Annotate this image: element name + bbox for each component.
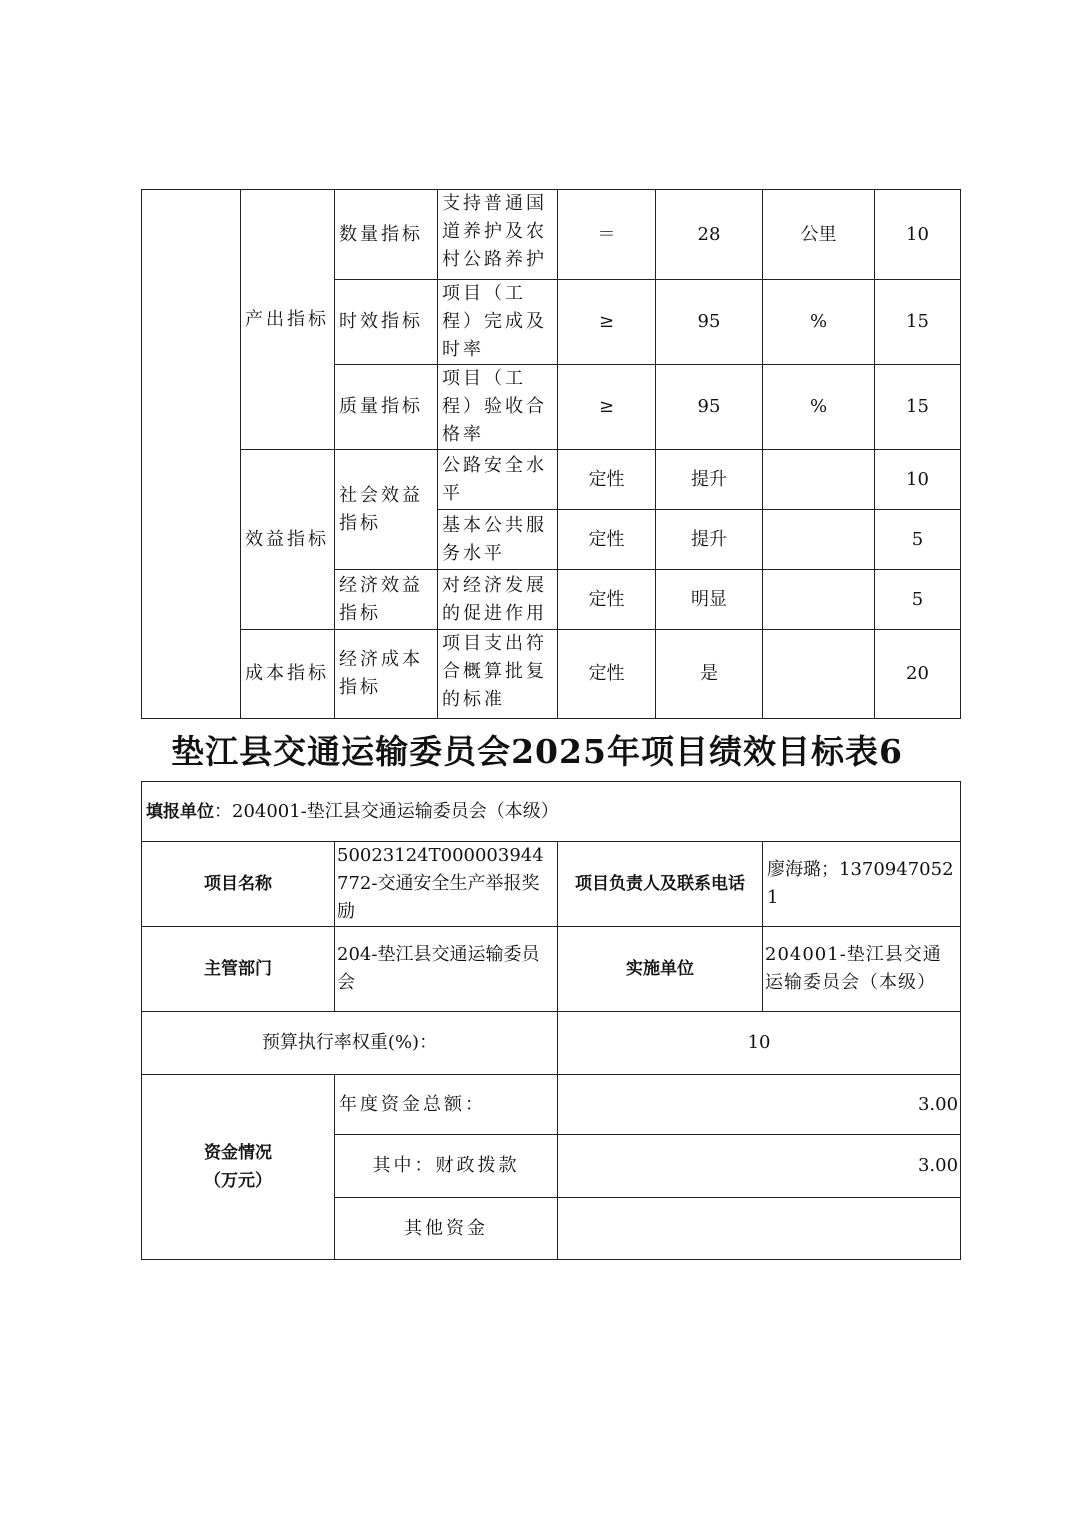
budget-rate-label: 预算执行率权重(%)： (142, 1012, 558, 1075)
unit-cell: % (763, 280, 875, 365)
value-cell: 95 (656, 280, 763, 365)
value-cell: 提升 (656, 450, 763, 510)
fund-label-line2: （万元） (204, 1171, 272, 1191)
weight-cell: 5 (875, 510, 961, 570)
value-cell: 提升 (656, 510, 763, 570)
level3-cell: 经济成本指标 (335, 630, 438, 719)
level2-cell: 成本指标 (241, 630, 335, 719)
unit-cell (763, 630, 875, 719)
operator-cell: ≥ (558, 365, 656, 450)
performance-indicator-table (141, 189, 961, 719)
budget-rate-value: 10 (558, 1012, 961, 1075)
operator-cell: 定性 (558, 510, 656, 570)
project-name-label: 项目名称 (142, 842, 335, 927)
unit-cell: % (763, 365, 875, 450)
level3-cell: 质量指标 (335, 365, 438, 450)
table-row (142, 782, 961, 842)
dept-value: 204-垫江县交通运输委员会 (335, 927, 558, 1012)
level1-cell (142, 190, 241, 719)
level2-cell: 效益指标 (241, 450, 335, 630)
dept-label: 主管部门 (142, 927, 335, 1012)
fiscal-value: 3.00 (558, 1135, 961, 1198)
level3-cell: 数量指标 (335, 190, 438, 280)
reporting-unit-label: 填报单位 (146, 801, 214, 822)
indicator-cell: 项目（工程）完成及时率 (438, 280, 558, 365)
unit-cell (763, 570, 875, 630)
table-row (142, 842, 961, 927)
value-cell: 95 (656, 365, 763, 450)
leader-label: 项目负责人及联系电话 (558, 842, 763, 927)
section-title: 垫江县交通运输委员会2025年项目绩效目标表6 (171, 732, 903, 771)
weight-cell: 10 (875, 190, 961, 280)
weight-cell: 10 (875, 450, 961, 510)
unit-cell (763, 450, 875, 510)
indicator-cell: 项目（工程）验收合格率 (438, 365, 558, 450)
table-row (142, 630, 961, 719)
level3-cell: 社会效益指标 (335, 450, 438, 570)
indicator-cell: 公路安全水平 (438, 450, 558, 510)
fund-label-line1: 资金情况 (204, 1143, 272, 1163)
indicator-cell: 对经济发展的促进作用 (438, 570, 558, 630)
operator-cell: 定性 (558, 630, 656, 719)
leader-value: 廖海璐；13709470521 (763, 842, 961, 927)
table-row (142, 1075, 961, 1135)
table-row (142, 927, 961, 1012)
operator-cell: 定性 (558, 570, 656, 630)
other-funds-value (558, 1198, 961, 1260)
annual-total-label: 年度资金总额： (335, 1075, 558, 1135)
value-cell: 28 (656, 190, 763, 280)
weight-cell: 15 (875, 365, 961, 450)
indicator-cell: 基本公共服务水平 (438, 510, 558, 570)
indicator-cell: 项目支出符合概算批复的标准 (438, 630, 558, 719)
operator-cell: ＝ (558, 190, 656, 280)
fund-label (142, 1075, 335, 1260)
project-name-value: 50023124T000003944772-交通安全生产举报奖励 (335, 842, 558, 927)
operator-cell: ≥ (558, 280, 656, 365)
indicator-cell: 支持普通国道养护及农村公路养护 (438, 190, 558, 280)
reporting-unit-cell (142, 782, 961, 842)
reporting-unit-value: ：204001-垫江县交通运输委员会（本级） (214, 800, 559, 822)
table-row (142, 1012, 961, 1075)
project-info-table (141, 781, 961, 1260)
table-row (142, 190, 961, 280)
unit-cell: 公里 (763, 190, 875, 280)
weight-cell: 15 (875, 280, 961, 365)
weight-cell: 5 (875, 570, 961, 630)
annual-total-value: 3.00 (558, 1075, 961, 1135)
fiscal-label: 其中：财政拨款 (335, 1135, 558, 1198)
unit-cell (763, 510, 875, 570)
impl-label: 实施单位 (558, 927, 763, 1012)
value-cell: 明显 (656, 570, 763, 630)
level3-cell: 时效指标 (335, 280, 438, 365)
other-funds-label: 其他资金 (335, 1198, 558, 1260)
table-row (142, 450, 961, 510)
level3-cell: 经济效益指标 (335, 570, 438, 630)
level2-cell: 产出指标 (241, 190, 335, 450)
operator-cell: 定性 (558, 450, 656, 510)
impl-value: 204001-垫江县交通运输委员会（本级） (763, 927, 961, 1012)
value-cell: 是 (656, 630, 763, 719)
weight-cell: 20 (875, 630, 961, 719)
